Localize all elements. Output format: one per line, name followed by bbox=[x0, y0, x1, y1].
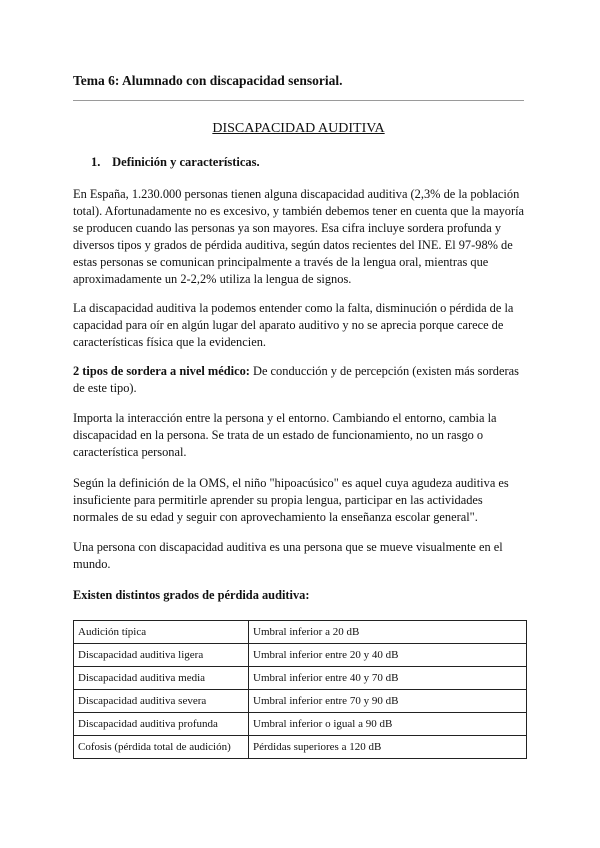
table-cell-threshold: Umbral inferior o igual a 90 dB bbox=[249, 713, 527, 736]
table-cell-threshold: Umbral inferior entre 70 y 90 dB bbox=[249, 690, 527, 713]
deafness-types-text: De conducción y de percepción (existen más sorderas de este tipo). bbox=[73, 364, 519, 395]
table-row bbox=[74, 713, 527, 736]
title-divider bbox=[73, 100, 524, 101]
table-cell-grade: Discapacidad auditiva profunda bbox=[74, 713, 249, 736]
paragraph-grades-intro: Existen distintos grados de pérdida auditiva: bbox=[73, 588, 310, 602]
paragraph-visual-world: Una persona con discapacidad auditiva es una persona que se mueve visualmente en el mundo. bbox=[73, 540, 503, 571]
table-row bbox=[74, 667, 527, 690]
subsection-number: 1. bbox=[91, 155, 101, 169]
table-cell-grade: Discapacidad auditiva ligera bbox=[74, 644, 249, 667]
paragraph-statistics: En España, 1.230.000 personas tienen alguna discapacidad auditiva (2,3% de la población total). Afortunadamente no es excesivo, y también debemos tener en cuenta que la mayoría se producen cuando las personas ya son mayores. Esa cifra incluye sordera profunda y diversos tipos y grados de pérdida auditiva, según datos recientes del INE. El 97-98% de estas personas se comunican principalmente a través de la lengua oral, mientras que aproximadamente un 2-2,2% utiliza la lengua de signos. bbox=[73, 187, 525, 286]
table-row bbox=[74, 690, 527, 713]
table-row bbox=[74, 644, 527, 667]
paragraph-deafness-types bbox=[73, 363, 527, 397]
paragraph-oms-definition: Según la definición de la OMS, el niño "hipoacúsico" es aquel cuya agudeza auditiva es insuficiente para permitirle aprender su propia lengua, participar en las actividades normales de su edad y seguir con aprovechamiento la enseñanza escolar general". bbox=[73, 476, 509, 524]
table-cell-grade: Cofosis (pérdida total de audición) bbox=[74, 736, 249, 759]
table-cell-grade: Discapacidad auditiva severa bbox=[74, 690, 249, 713]
table-cell-threshold: Umbral inferior entre 40 y 70 dB bbox=[249, 667, 527, 690]
table-cell-threshold: Umbral inferior entre 20 y 40 dB bbox=[249, 644, 527, 667]
hearing-loss-table bbox=[73, 620, 527, 759]
table-row bbox=[74, 736, 527, 759]
table-cell-threshold: Pérdidas superiores a 120 dB bbox=[249, 736, 527, 759]
table-cell-threshold: Umbral inferior a 20 dB bbox=[249, 621, 527, 644]
paragraph-interaction: Importa la interacción entre la persona y el entorno. Cambiando el entorno, cambia la discapacidad en la persona. Se trata de un estado de funcionamiento, no un rasgo o característica personal. bbox=[73, 411, 497, 459]
document-title: Tema 6: Alumnado con discapacidad sensorial. bbox=[73, 73, 343, 88]
deafness-types-label: 2 tipos de sordera a nivel médico: bbox=[73, 364, 250, 378]
subsection-label: Definición y características. bbox=[112, 155, 260, 169]
table-cell-grade: Audición típica bbox=[74, 621, 249, 644]
table-row bbox=[74, 621, 527, 644]
section-heading: DISCAPACIDAD AUDITIVA bbox=[212, 121, 385, 136]
table-cell-grade: Discapacidad auditiva media bbox=[74, 667, 249, 690]
paragraph-definition: La discapacidad auditiva la podemos entender como la falta, disminución o pérdida de la capacidad para oír en algún lugar del aparato auditivo y no se aprecia porque carece de características física que la evidencien. bbox=[73, 301, 514, 349]
subsection-title bbox=[91, 155, 260, 170]
